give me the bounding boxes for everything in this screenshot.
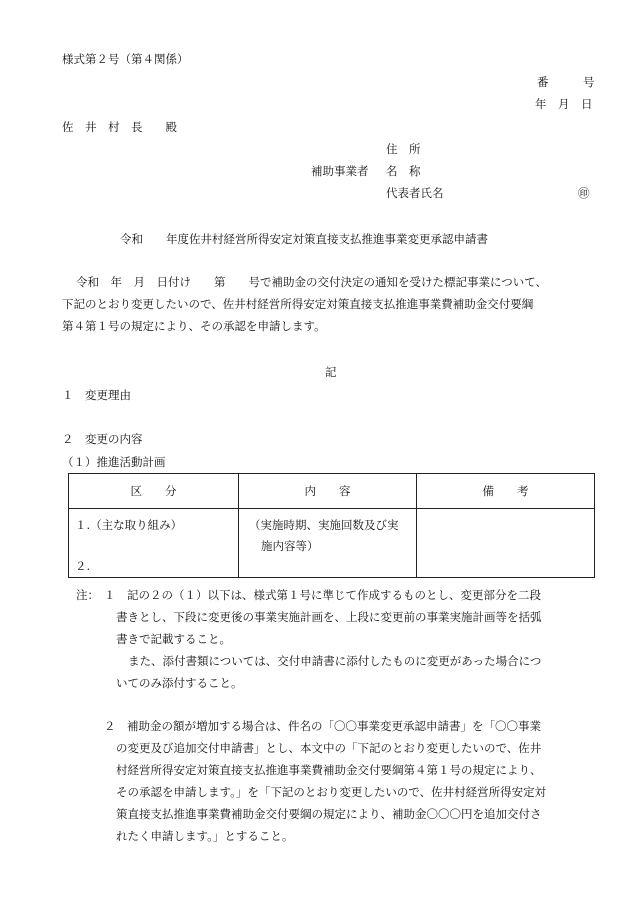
note-line: 村経営所得安定対策直接支払推進事業費補助金交付要綱第４第１号の規定により、 (116, 763, 542, 777)
notes-prefix: 注： (76, 588, 99, 602)
document-title: 令和 年度佐井村経営所得安定対策直接支払推進事業変更承認申請書 (120, 232, 488, 246)
note-line: いてのみ添付すること。 (116, 676, 243, 690)
body-paragraph (62, 271, 607, 337)
category-item-1: １.（主な取り組み） (75, 518, 183, 532)
header-content: 内 容 (239, 474, 417, 509)
content-line: 施内容等） (261, 539, 319, 553)
address-label: 住 所 (386, 142, 421, 156)
subsection-plan: （１）推進活動計画 (62, 455, 166, 469)
note-line: ２ 補助金の額が増加する場合は、件名の「〇〇事業変更承認申請書」を「〇〇事業 (104, 719, 541, 733)
representative-label: 代表者氏名 (386, 186, 444, 200)
table-header-row (69, 474, 595, 509)
ki-heading: 記 (325, 365, 337, 379)
section-change-content: ２ 変更の内容 (62, 432, 143, 446)
seal-mark: ㊞ (578, 186, 590, 200)
cell-content (239, 509, 417, 578)
cell-category (69, 509, 239, 578)
note-line: 策直接支払推進事業費補助金交付要綱の規定により、補助金〇〇〇円を追加交付さ (116, 807, 542, 821)
note-line: また、添付書類については、交付申請書に添付したものに変更があった場合につ (128, 654, 542, 668)
section-change-reason: １ 変更理由 (62, 388, 131, 402)
note-line: 書きで記載すること。 (116, 632, 231, 646)
note-line: れたく申請します。」とすること。 (116, 829, 294, 843)
header-category: 区 分 (69, 474, 239, 509)
cell-remarks (417, 509, 595, 578)
note-1 (104, 584, 609, 694)
applicant-label: 補助事業者 (311, 164, 369, 178)
note-line: の変更及び追加交付申請書」とし、本文中の「下記のとおり変更したいので、佐井 (116, 741, 542, 755)
content-line: （実施時期、実施回数及び実 (249, 518, 399, 532)
document-number-label: 番 号 (537, 75, 595, 89)
plan-table (68, 473, 595, 578)
header-remarks: 備 考 (417, 474, 595, 509)
note-line: １ 記の２の（１）以下は、様式第１号に準じて作成するものとし、変更部分を二段 (104, 588, 541, 602)
note-line: その承認を申請します。」を「下記のとおり変更したいので、佐井村経営所得安定対 (116, 785, 547, 799)
body-line: 下記のとおり変更したいので、佐井村経営所得安定対策直接支払推進事業費補助金交付要綱 (62, 297, 534, 311)
category-item-2: ２. (75, 559, 91, 573)
note-line: 書きとし、下段に変更後の事業実施計画を、上段に変更前の事業実施計画等を括弧 (116, 610, 542, 624)
name-label: 名 称 (386, 164, 421, 178)
table-row (69, 509, 595, 578)
note-2 (104, 715, 609, 847)
body-line: 令和 年 月 日付け 第 号で補助金の交付決定の通知を受けた標記事業について、 (76, 275, 548, 289)
body-line: 第４第１号の規定により、その承認を申請します。 (62, 319, 326, 333)
date-label: 年 月 日 (535, 97, 593, 111)
form-number: 様式第２号（第４関係） (62, 52, 189, 66)
addressee: 佐 井 村 長 殿 (62, 120, 177, 134)
